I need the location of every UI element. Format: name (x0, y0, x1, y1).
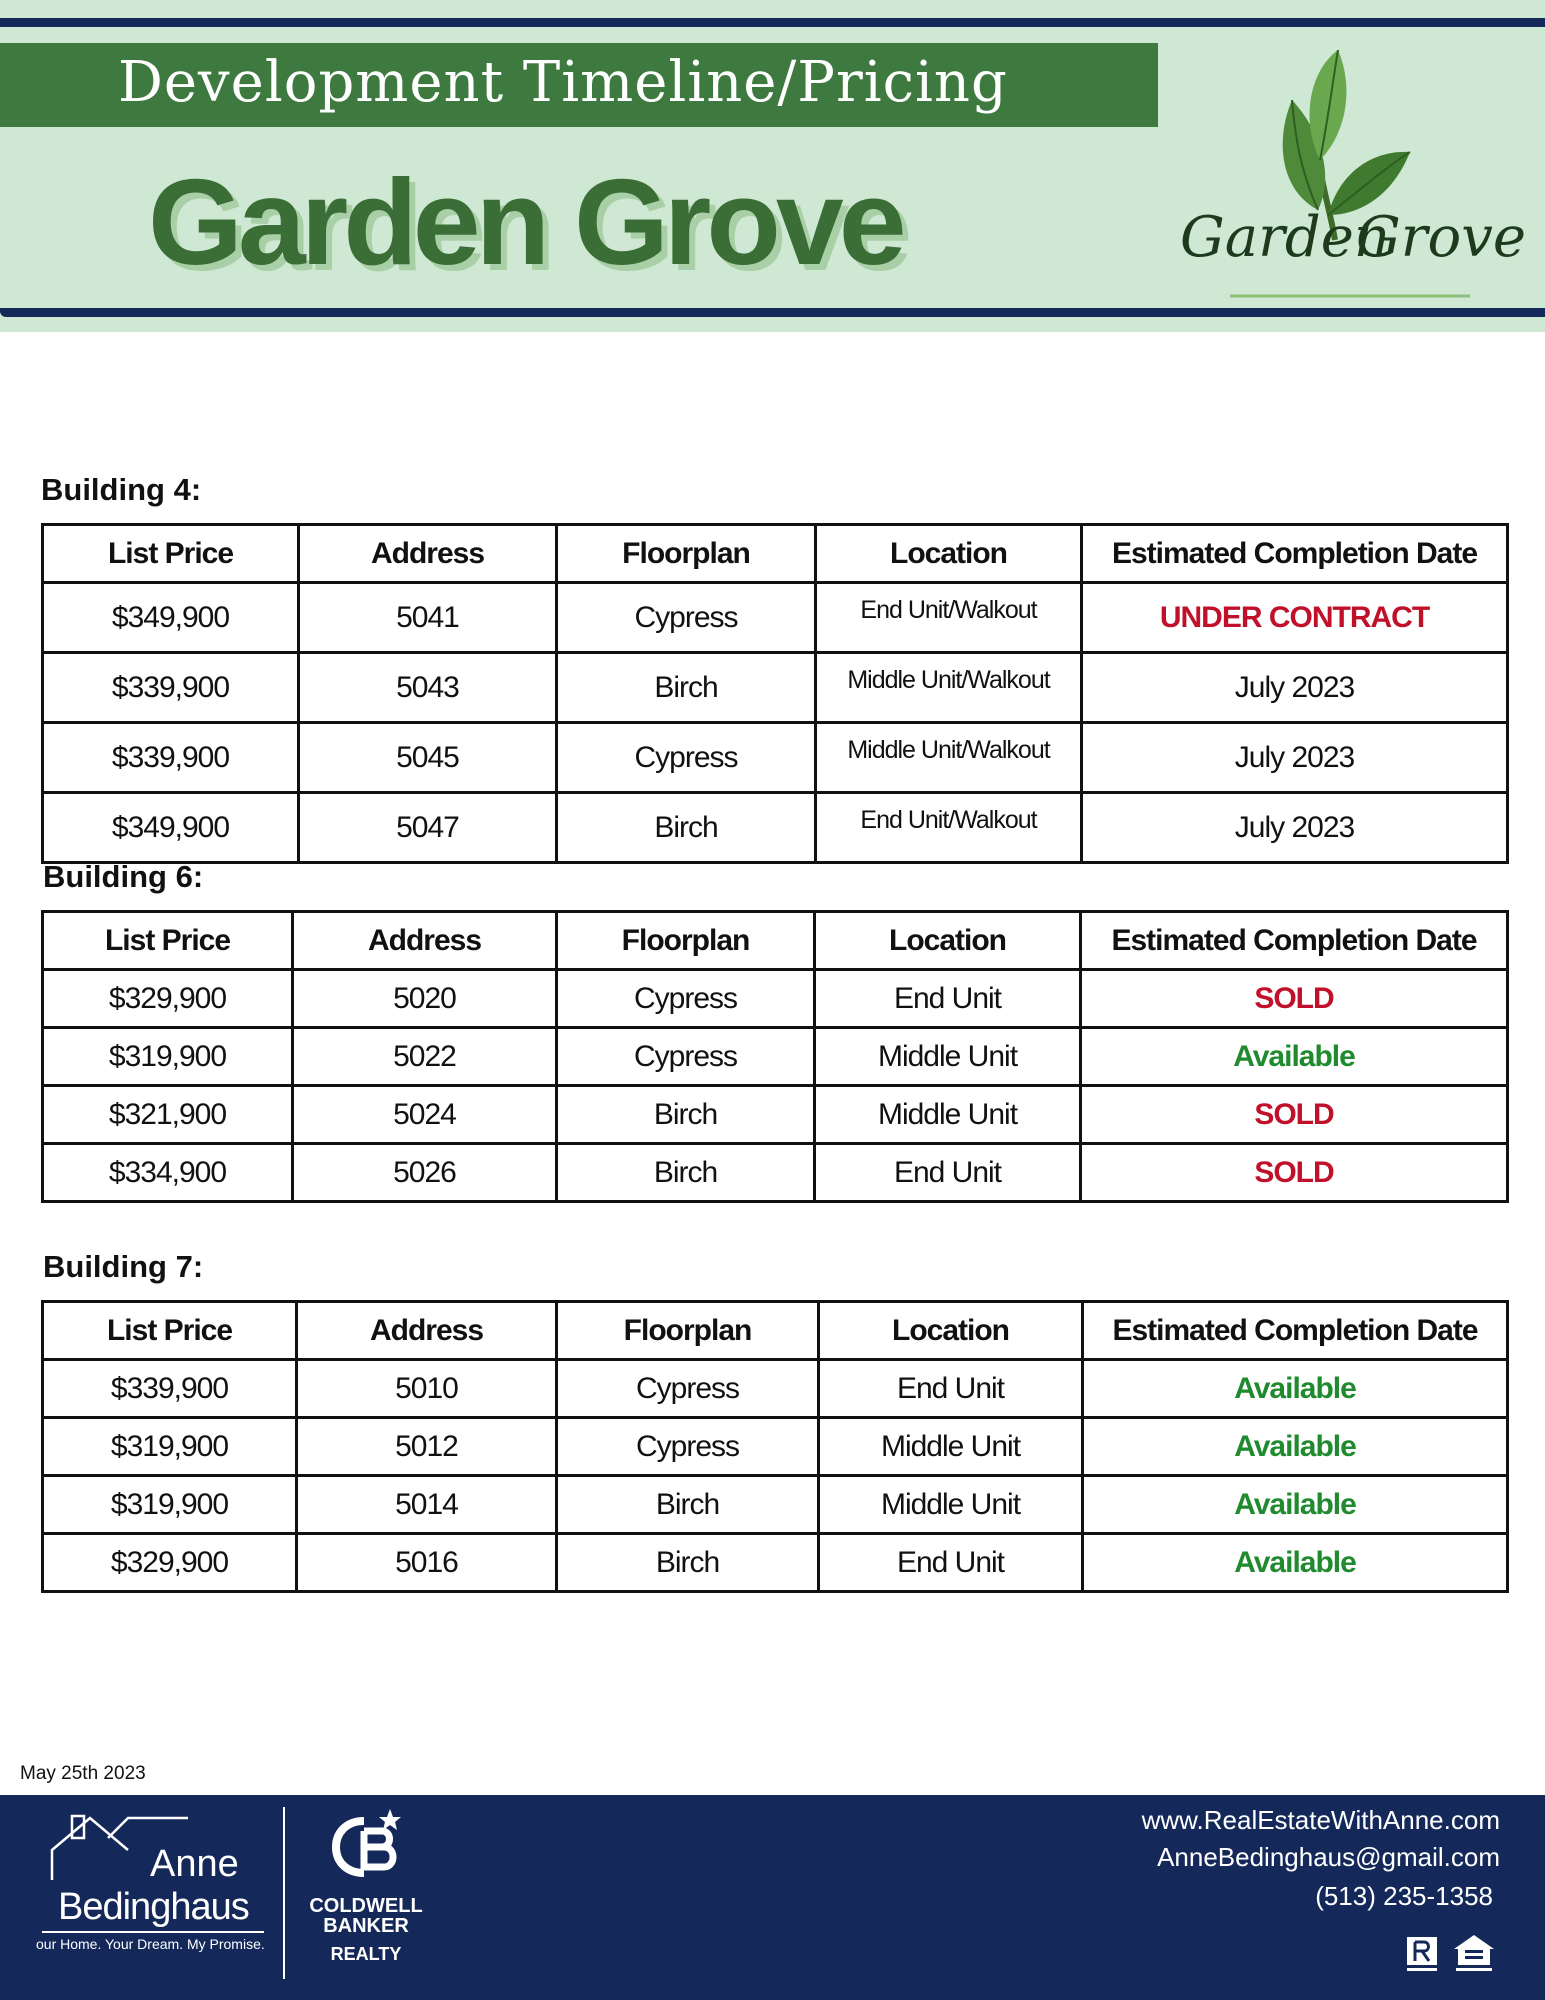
col-header-floorplan: Floorplan (557, 912, 815, 970)
cell-floorplan: Cypress (557, 1360, 819, 1418)
cell-location: Middle Unit (815, 1086, 1081, 1144)
cell-address: 5022 (293, 1028, 557, 1086)
cell-floorplan: Birch (557, 1144, 815, 1202)
cell-floorplan: Cypress (557, 970, 815, 1028)
cell-floorplan: Cypress (557, 723, 816, 793)
cell-price: $319,900 (43, 1028, 293, 1086)
cell-location: Middle Unit (819, 1418, 1083, 1476)
col-header-address: Address (299, 525, 557, 583)
col-header-list-price: List Price (43, 912, 293, 970)
cell-address: 5026 (293, 1144, 557, 1202)
table-row (43, 583, 1508, 653)
agent-last-name: Bedinghaus (58, 1886, 249, 1928)
cell-price: $349,900 (43, 793, 299, 863)
table-header-row (43, 912, 1508, 970)
garden-grove-logo (1170, 40, 1526, 310)
building-4-label: Building 4: (41, 472, 202, 507)
cell-address: 5020 (293, 970, 557, 1028)
table-row (43, 1360, 1508, 1418)
cell-address: 5016 (297, 1534, 557, 1592)
cell-location: Middle Unit (819, 1476, 1083, 1534)
logo-underline (42, 1931, 264, 1933)
cell-price: $349,900 (43, 583, 299, 653)
cell-floorplan: Cypress (557, 583, 816, 653)
cell-status: UNDER CONTRACT (1082, 583, 1508, 653)
col-header-address: Address (293, 912, 557, 970)
building-6-table (41, 910, 1509, 1203)
table-header-row (43, 1302, 1508, 1360)
cell-floorplan: Cypress (557, 1028, 815, 1086)
document-date: May 25th 2023 (20, 1763, 146, 1784)
cell-price: $339,900 (43, 1360, 297, 1418)
agent-first-name: Anne (150, 1843, 239, 1885)
footer-bar (0, 1795, 1545, 2000)
cell-address: 5047 (299, 793, 557, 863)
table-row (43, 1086, 1508, 1144)
cell-address: 5041 (299, 583, 557, 653)
cell-status: Available (1083, 1360, 1508, 1418)
cell-price: $339,900 (43, 653, 299, 723)
table-row (43, 1418, 1508, 1476)
cell-status: SOLD (1081, 970, 1508, 1028)
brokerage-line-3: REALTY (330, 1944, 402, 1964)
agent-slogan: our Home. Your Dream. My Promise. (36, 1936, 265, 1952)
cell-status: SOLD (1081, 1086, 1508, 1144)
cell-status: July 2023 (1082, 723, 1508, 793)
cell-floorplan: Birch (557, 653, 816, 723)
footer-divider (283, 1807, 285, 1979)
cell-price: $334,900 (43, 1144, 293, 1202)
header-bottom-rule (0, 308, 1545, 317)
cell-address: 5014 (297, 1476, 557, 1534)
cell-floorplan: Birch (557, 793, 816, 863)
contact-phone[interactable]: (513) 235-1358 (1315, 1881, 1493, 1911)
cell-location: Middle Unit/Walkout (816, 723, 1082, 793)
col-header-completion: Estimated Completion Date (1082, 525, 1508, 583)
col-header-floorplan: Floorplan (557, 1302, 819, 1360)
logo-word-grove: Grove (1356, 205, 1526, 270)
cell-address: 5012 (297, 1418, 557, 1476)
cell-location: End Unit (815, 970, 1081, 1028)
table-row (43, 1476, 1508, 1534)
cell-price: $319,900 (43, 1418, 297, 1476)
col-header-list-price: List Price (43, 1302, 297, 1360)
cell-price: $321,900 (43, 1086, 293, 1144)
table-row (43, 970, 1508, 1028)
building-7-table (41, 1300, 1509, 1593)
logo-word-garden: Garden (1180, 205, 1390, 270)
cell-status: Available (1083, 1418, 1508, 1476)
coldwell-banker-logo-icon (330, 1807, 405, 1887)
header-top-rule (0, 18, 1545, 27)
page-subtitle: Development Timeline/Pricing (118, 50, 1008, 115)
cell-status: July 2023 (1082, 653, 1508, 723)
building-4-table (41, 523, 1509, 864)
cell-floorplan: Birch (557, 1086, 815, 1144)
table-row (43, 1028, 1508, 1086)
table-header-row (43, 525, 1508, 583)
cell-floorplan: Birch (557, 1476, 819, 1534)
realtor-icon (1405, 1935, 1439, 1975)
cell-price: $329,900 (43, 1534, 297, 1592)
cell-status: Available (1081, 1028, 1508, 1086)
cell-address: 5043 (299, 653, 557, 723)
cell-floorplan: Birch (557, 1534, 819, 1592)
page-title: Garden Grove (148, 154, 902, 290)
brokerage-line-2: BANKER (323, 1915, 409, 1937)
cell-address: 5010 (297, 1360, 557, 1418)
col-header-completion: Estimated Completion Date (1083, 1302, 1508, 1360)
table-row (43, 1144, 1508, 1202)
col-header-location: Location (819, 1302, 1083, 1360)
brokerage-line-1: COLDWELL (309, 1895, 423, 1917)
equal-housing-icon (1452, 1933, 1496, 1975)
col-header-location: Location (816, 525, 1082, 583)
cell-location: Middle Unit/Walkout (816, 653, 1082, 723)
cell-status: Available (1083, 1534, 1508, 1592)
table-row (43, 793, 1508, 863)
cell-location: Middle Unit (815, 1028, 1081, 1086)
building-7-label: Building 7: (43, 1249, 204, 1284)
cell-location: End Unit (815, 1144, 1081, 1202)
col-header-list-price: List Price (43, 525, 299, 583)
table-row (43, 1534, 1508, 1592)
cell-location: End Unit/Walkout (816, 583, 1082, 653)
building-6-label: Building 6: (43, 859, 204, 894)
col-header-address: Address (297, 1302, 557, 1360)
cell-price: $329,900 (43, 970, 293, 1028)
col-header-completion: Estimated Completion Date (1081, 912, 1508, 970)
cell-price: $339,900 (43, 723, 299, 793)
cell-location: End Unit (819, 1534, 1083, 1592)
col-header-floorplan: Floorplan (557, 525, 816, 583)
cell-status: SOLD (1081, 1144, 1508, 1202)
contact-email[interactable]: AnneBedinghaus@gmail.com (1157, 1842, 1500, 1872)
table-row (43, 653, 1508, 723)
col-header-location: Location (815, 912, 1081, 970)
cell-location: End Unit (819, 1360, 1083, 1418)
cell-price: $319,900 (43, 1476, 297, 1534)
table-row (43, 723, 1508, 793)
contact-website[interactable]: www.RealEstateWithAnne.com (1141, 1805, 1500, 1835)
header-banner (0, 0, 1545, 332)
cell-address: 5045 (299, 723, 557, 793)
cell-status: Available (1083, 1476, 1508, 1534)
cell-address: 5024 (293, 1086, 557, 1144)
cell-location: End Unit/Walkout (816, 793, 1082, 863)
cell-floorplan: Cypress (557, 1418, 819, 1476)
cell-status: July 2023 (1082, 793, 1508, 863)
